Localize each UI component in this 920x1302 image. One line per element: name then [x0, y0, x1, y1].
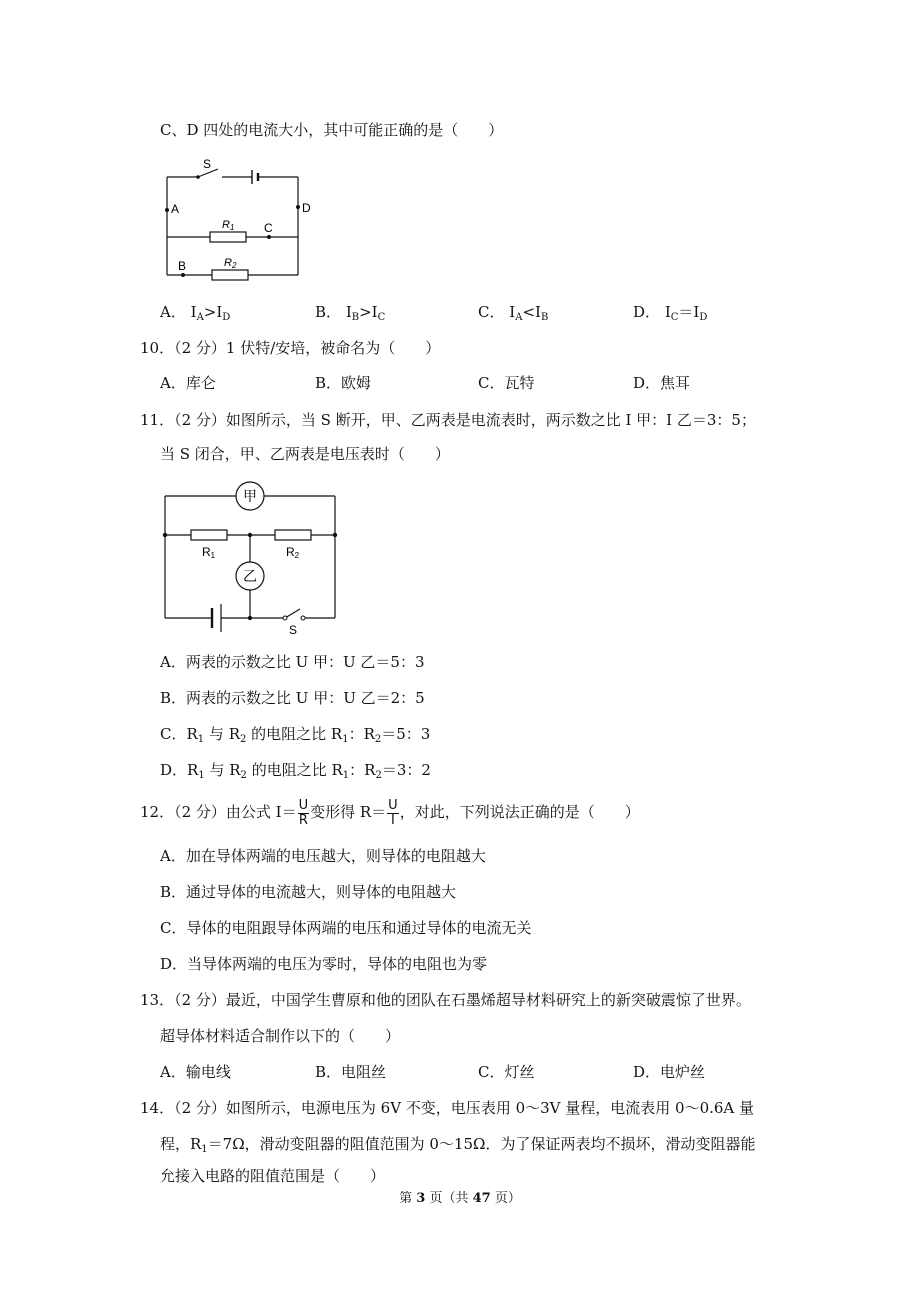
q12-stem: 12．（2 分）由公式 I＝ $\frac{U}{R}$ 变形得 R＝ $\frac{U}{I}$ ，对此，下列说法正确的是（ ） — [140, 797, 640, 828]
q11-option-a[interactable]: A．两表的示数之比 U 甲：U 乙＝5：3 — [160, 653, 425, 671]
q10-option-d[interactable]: D．焦耳 — [633, 374, 691, 392]
q13-stem-line1: 13．（2 分）最近，中国学生曹原和他的团队在石墨烯超导材料研究上的新突破震惊了世界。 — [140, 991, 751, 1009]
q13-option-c[interactable]: C．灯丝 — [478, 1063, 535, 1081]
q9-option-d[interactable]: D． $I_C=I_D$ — [633, 303, 708, 323]
q9-label-r1: R1 — [222, 219, 235, 232]
q12-option-c[interactable]: C．导体的电阻跟导体两端的电压和通过导体的电流无关 — [160, 919, 532, 937]
q12-option-b[interactable]: B．通过导体的电流越大，则导体的电阻越大 — [160, 883, 457, 901]
q13-option-b[interactable]: B．电阻丝 — [315, 1063, 387, 1081]
q12-option-d[interactable]: D．当导体两端的电压为零时，导体的电阻也为零 — [160, 955, 488, 973]
q9-label-b: B — [178, 259, 187, 273]
q9-option-b[interactable]: B． $I_B>I_C$ — [315, 303, 386, 323]
q12-formula-fraction-1: $\frac{U}{R}$ — [298, 797, 309, 828]
q11-circuit-diagram — [155, 476, 345, 637]
page-total: 47 — [472, 1191, 491, 1206]
q11-stem-line1: 11．（2 分）如图所示，当 S 断开，甲、乙两表是电流表时，两示数之比 I 甲：I 乙＝3：5； — [140, 411, 756, 429]
q9-label-c: C — [264, 221, 273, 235]
q11-option-d[interactable]: D．$R_1$ 与 $R_2$ 的电阻之比 $R_1$：$R_2=3$：2 — [160, 761, 431, 781]
q11-meter-yi-label: 乙 — [243, 568, 257, 584]
page-number: 3 — [416, 1191, 426, 1206]
q9-label-d: D — [302, 201, 311, 215]
q11-option-b[interactable]: B．两表的示数之比 U 甲：U 乙＝2：5 — [160, 689, 425, 707]
q11-option-c[interactable]: C．$R_1$ 与 $R_2$ 的电阻之比 $R_1$：$R_2=5$：3 — [160, 725, 431, 745]
q13-stem-line2: 超导体材料适合制作以下的（ ） — [160, 1027, 401, 1045]
q11-meter-jia-label: 甲 — [243, 488, 257, 504]
q10-option-b[interactable]: B．欧姆 — [315, 374, 372, 392]
q14-stem-line1: 14．（2 分）如图所示，电源电压为 6V 不变，电压表用 0～3V 量程，电流表用 0～0.6A 量 — [140, 1099, 755, 1117]
q9-option-c[interactable]: C． $I_A<I_B$ — [478, 303, 549, 323]
q10-option-c[interactable]: C．瓦特 — [478, 374, 535, 392]
q9-label-s: S — [203, 157, 212, 171]
page-footer: 第 3 页（共 47 页） — [399, 1191, 521, 1206]
q14-stem-line2: 程，$R_1=7\Omega$，滑动变阻器的阻值范围为 0～15Ω．为了保证两表均不损坏，滑动变阻器能 — [160, 1135, 756, 1155]
q10-option-a[interactable]: A．库仑 — [160, 374, 216, 392]
q11-label-s: S — [289, 623, 298, 637]
q12-option-a[interactable]: A．加在导体两端的电压越大，则导体的电阻越大 — [160, 847, 486, 865]
q11-label-r2: R2 — [286, 545, 300, 560]
q10-stem: 10．（2 分）1 伏特/安培，被命名为（ ） — [140, 339, 441, 357]
q14-stem-line3: 允接入电路的阻值范围是（ ） — [160, 1167, 386, 1185]
q11-label-r1: R1 — [202, 545, 216, 560]
q11-stem-line2: 当 S 闭合，甲、乙两表是电压表时（ ） — [160, 445, 450, 463]
q9-circuit-diagram — [150, 150, 320, 282]
q9-label-a: A — [171, 202, 180, 216]
q9-stem: C、D 四处的电流大小，其中可能正确的是（ ） — [160, 121, 504, 139]
q13-option-a[interactable]: A．输电线 — [160, 1063, 231, 1081]
q13-option-d[interactable]: D．电炉丝 — [633, 1063, 706, 1081]
q12-formula-fraction-2: $\frac{U}{I}$ — [388, 797, 398, 828]
q9-option-a[interactable]: A． $I_A>I_D$ — [160, 303, 231, 323]
q9-label-r2: R2 — [224, 257, 237, 270]
